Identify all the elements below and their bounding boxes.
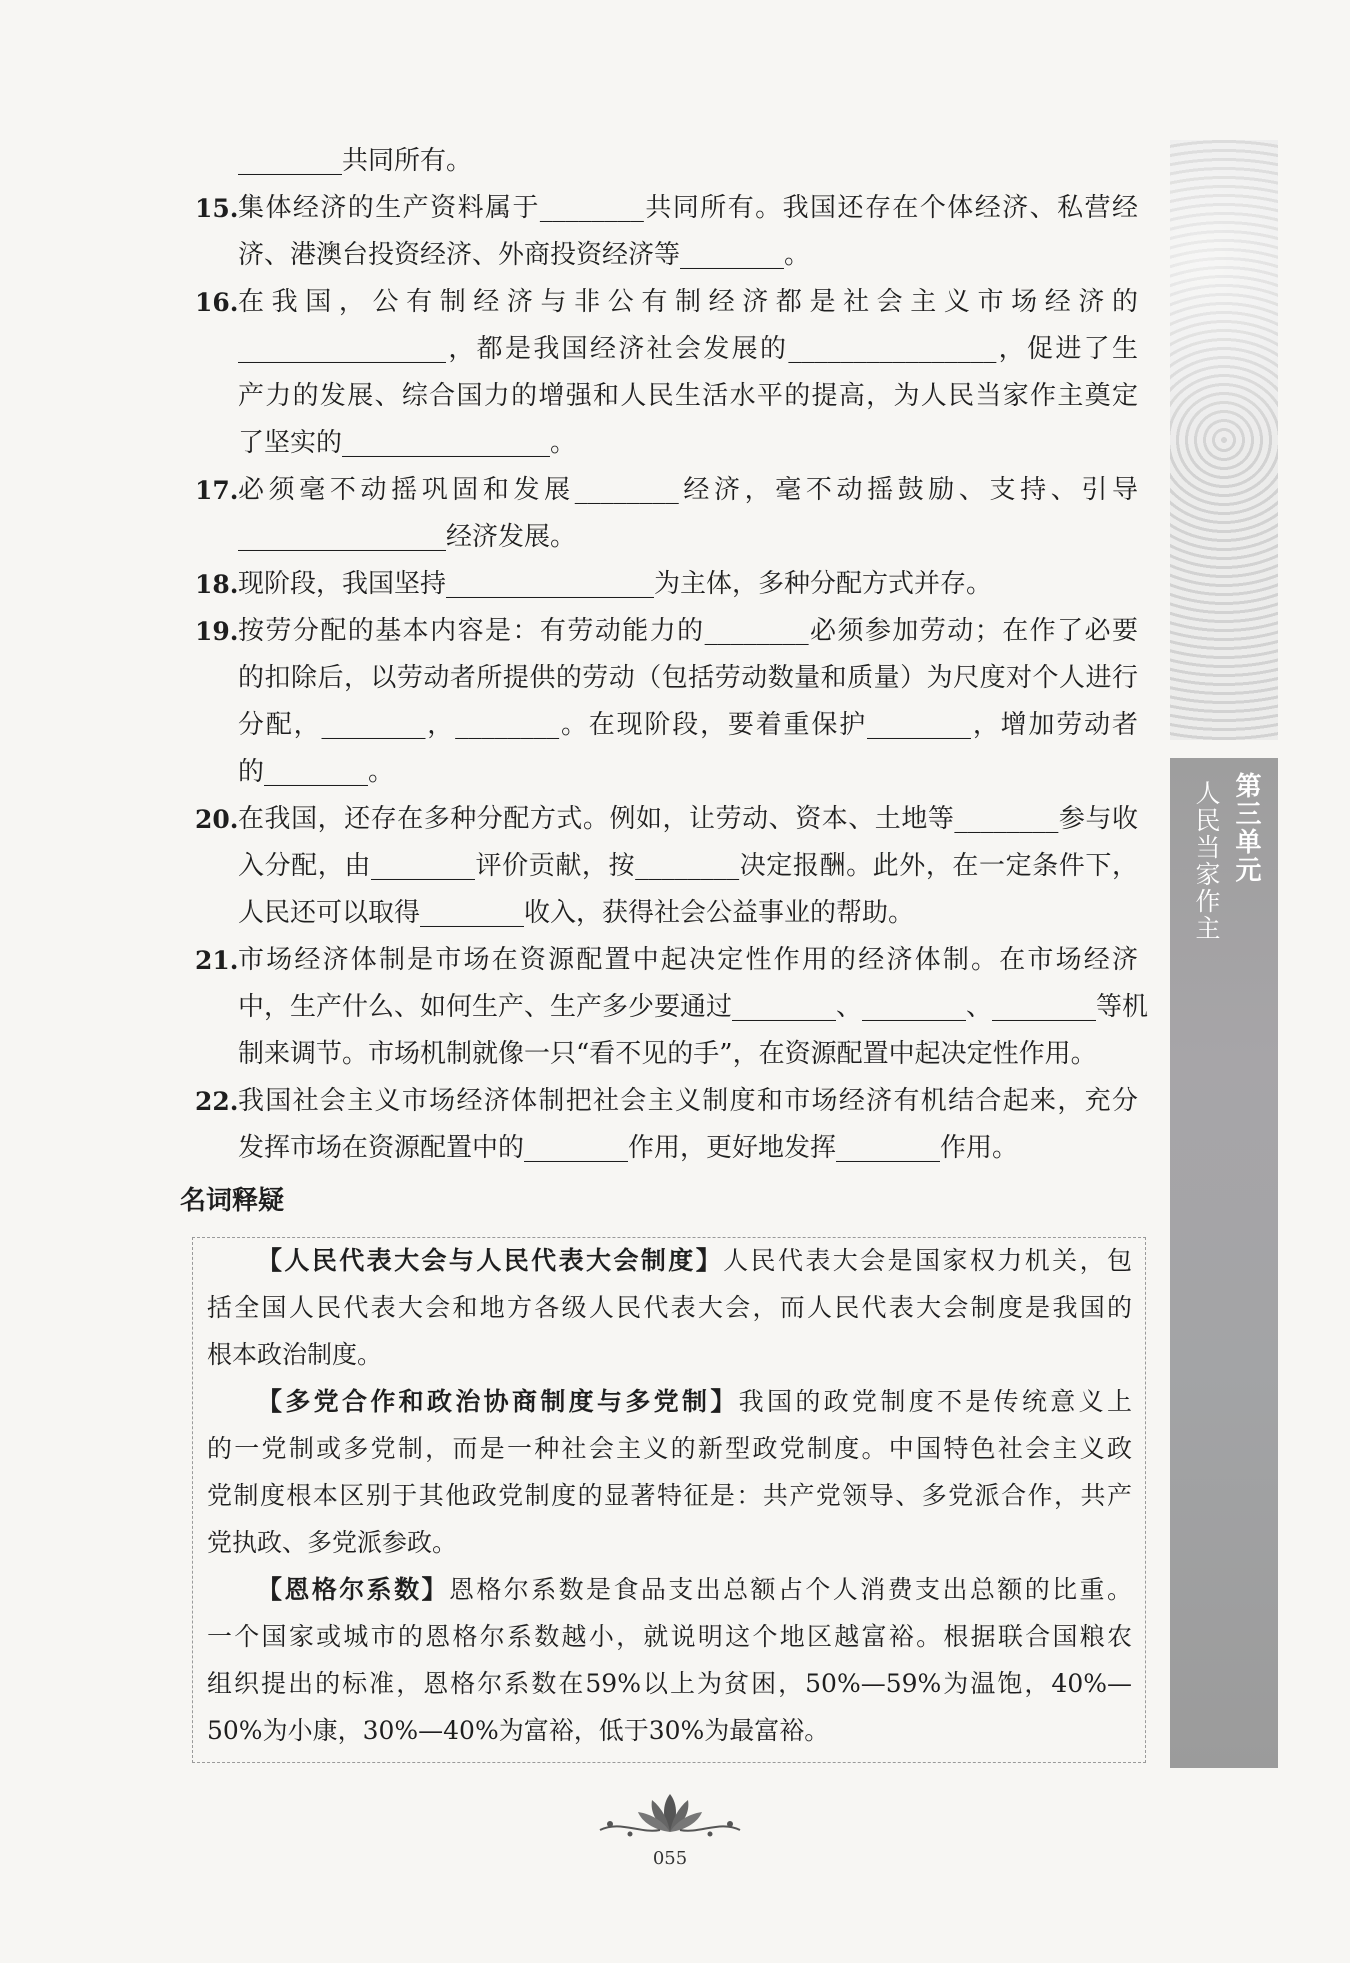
question-line [195, 890, 1145, 937]
definition-line [207, 1566, 1137, 1613]
side-decorative-pattern [1170, 140, 1278, 740]
question-number: 19. [195, 617, 239, 646]
question-line [195, 937, 1145, 984]
definition-term: 【恩格尔系数】 [257, 1575, 449, 1604]
section-heading: 名词释疑 [180, 1186, 285, 1216]
definition-line [207, 1613, 1137, 1660]
definition-line [207, 1472, 1137, 1519]
line-text: 集体经济的生产资料属于________共同所有。我国还存在个体经济、私营经 [238, 193, 1138, 223]
definition-line [207, 1331, 1137, 1378]
question-line [195, 467, 1145, 514]
question-line [195, 1031, 1145, 1078]
line-text: 必须毫不动摇巩固和发展________经济，毫不动摇鼓励、支持、引导 [238, 475, 1138, 505]
line-text: 制来调节。市场机制就像一只“看不见的手”，在资源配置中起决定性作用。 [238, 1039, 1097, 1069]
question-line [195, 1125, 1145, 1172]
line-text: 现阶段，我国坚持________________为主体，多种分配方式并存。 [238, 569, 993, 599]
unit-label: 第三单元 [1231, 772, 1261, 884]
question-line [195, 514, 1145, 561]
definition-text: 党制度根本区别于其他政党制度的显著特征是：共产党领导、多党派合作，共产 [207, 1481, 1132, 1510]
question-line [195, 138, 1145, 185]
question-line [195, 373, 1145, 420]
unit-title: 人民当家作主 [1192, 780, 1221, 942]
question-line [195, 608, 1145, 655]
definitions-list [207, 1237, 1137, 1754]
definition-text: 50%为小康，30%—40%为富裕，低于30%为最富裕。 [207, 1716, 830, 1745]
question-number: 20. [195, 805, 239, 834]
definition-text: 括全国人民代表大会和地方各级人民代表大会，而人民代表大会制度是我国的 [207, 1293, 1132, 1322]
question-line [195, 420, 1145, 467]
line-text: ________________经济发展。 [238, 522, 577, 552]
definition-text: 人民代表大会是国家权力机关，包 [723, 1246, 1132, 1275]
definition-line [207, 1237, 1137, 1284]
question-number: 22. [195, 1087, 239, 1116]
definition-text: 我国的政党制度不是传统意义上 [738, 1387, 1132, 1416]
definition-text: 根本政治制度。 [207, 1340, 383, 1369]
line-text: 的________。 [238, 757, 395, 787]
definition-line [207, 1425, 1137, 1472]
line-text: 的扣除后，以劳动者所提供的劳动（包括劳动数量和质量）为尺度对个人进行 [238, 663, 1138, 693]
line-text: 入分配，由________评价贡献，按________决定报酬。此外，在一定条件下， [238, 851, 1138, 881]
line-text: 分配，________，________。在现阶段，要着重保护________，增加劳动者 [238, 710, 1138, 740]
line-text: 在我国，还存在多种分配方式。例如，让劳动、资本、土地等________参与收 [238, 804, 1138, 834]
definition-line [207, 1378, 1137, 1425]
question-line [195, 984, 1149, 1031]
line-text: 中，生产什么、如何生产、生产多少要通过________、________、________等机 [238, 992, 1149, 1022]
question-number: 18. [195, 570, 239, 599]
definition-text: 一个国家或城市的恩格尔系数越小，就说明这个地区越富裕。根据联合国粮农 [207, 1622, 1132, 1651]
line-text: 我国社会主义市场经济体制把社会主义制度和市场经济有机结合起来，充分 [238, 1086, 1138, 1116]
line-text: 在我国，公有制经济与非公有制经济都是社会主义市场经济的 [238, 287, 1138, 317]
question-line [195, 185, 1145, 232]
question-line [195, 1078, 1145, 1125]
definition-line [207, 1707, 1137, 1754]
definition-text: 组织提出的标准，恩格尔系数在59%以上为贫困，50%—59%为温饱，40%— [207, 1669, 1132, 1698]
line-text: ________________，都是我国经济社会发展的________________，促进了生 [238, 334, 1138, 364]
definition-text: 恩格尔系数是食品支出总额占个人消费支出总额的比重。 [448, 1575, 1132, 1604]
line-text: 了坚实的________________。 [238, 428, 577, 458]
question-line [195, 749, 1145, 796]
question-line [195, 702, 1145, 749]
question-line [195, 232, 1145, 279]
question-line [195, 796, 1145, 843]
question-number: 17. [195, 476, 239, 505]
definition-line [207, 1660, 1137, 1707]
line-text: 产力的发展、综合国力的增强和人民生活水平的提高，为人民当家作主奠定 [238, 381, 1138, 411]
line-text: 市场经济体制是市场在资源配置中起决定性作用的经济体制。在市场经济 [238, 945, 1138, 975]
page-number: 055 [652, 1848, 688, 1869]
unit-side-tab [1170, 758, 1278, 1768]
question-line [195, 843, 1145, 890]
question-number: 21. [195, 946, 239, 975]
definition-line [207, 1519, 1137, 1566]
definition-text: 的一党制或多党制，而是一种社会主义的新型政党制度。中国特色社会主义政 [207, 1434, 1132, 1463]
question-list [195, 138, 1149, 1172]
definition-line [207, 1284, 1137, 1331]
question-line [195, 655, 1145, 702]
question-line [195, 326, 1145, 373]
definition-term: 【人民代表大会与人民代表大会制度】 [257, 1246, 724, 1275]
line-text: ________共同所有。 [238, 146, 473, 176]
question-line [195, 279, 1145, 326]
line-text: 人民还可以取得________收入，获得社会公益事业的帮助。 [238, 898, 915, 928]
line-text: 济、港澳台投资经济、外商投资经济等________。 [238, 240, 811, 270]
question-line [195, 561, 1145, 608]
definition-text: 党执政、多党派参政。 [207, 1528, 458, 1557]
question-number: 16. [195, 288, 239, 317]
footer-ornament-icon [590, 1790, 750, 1840]
definition-term: 【多党合作和政治协商制度与多党制】 [257, 1387, 739, 1416]
line-text: 发挥市场在资源配置中的________作用，更好地发挥________作用。 [238, 1133, 1019, 1163]
question-number: 15. [195, 194, 239, 223]
line-text: 按劳分配的基本内容是：有劳动能力的________必须参加劳动；在作了必要 [238, 616, 1138, 646]
